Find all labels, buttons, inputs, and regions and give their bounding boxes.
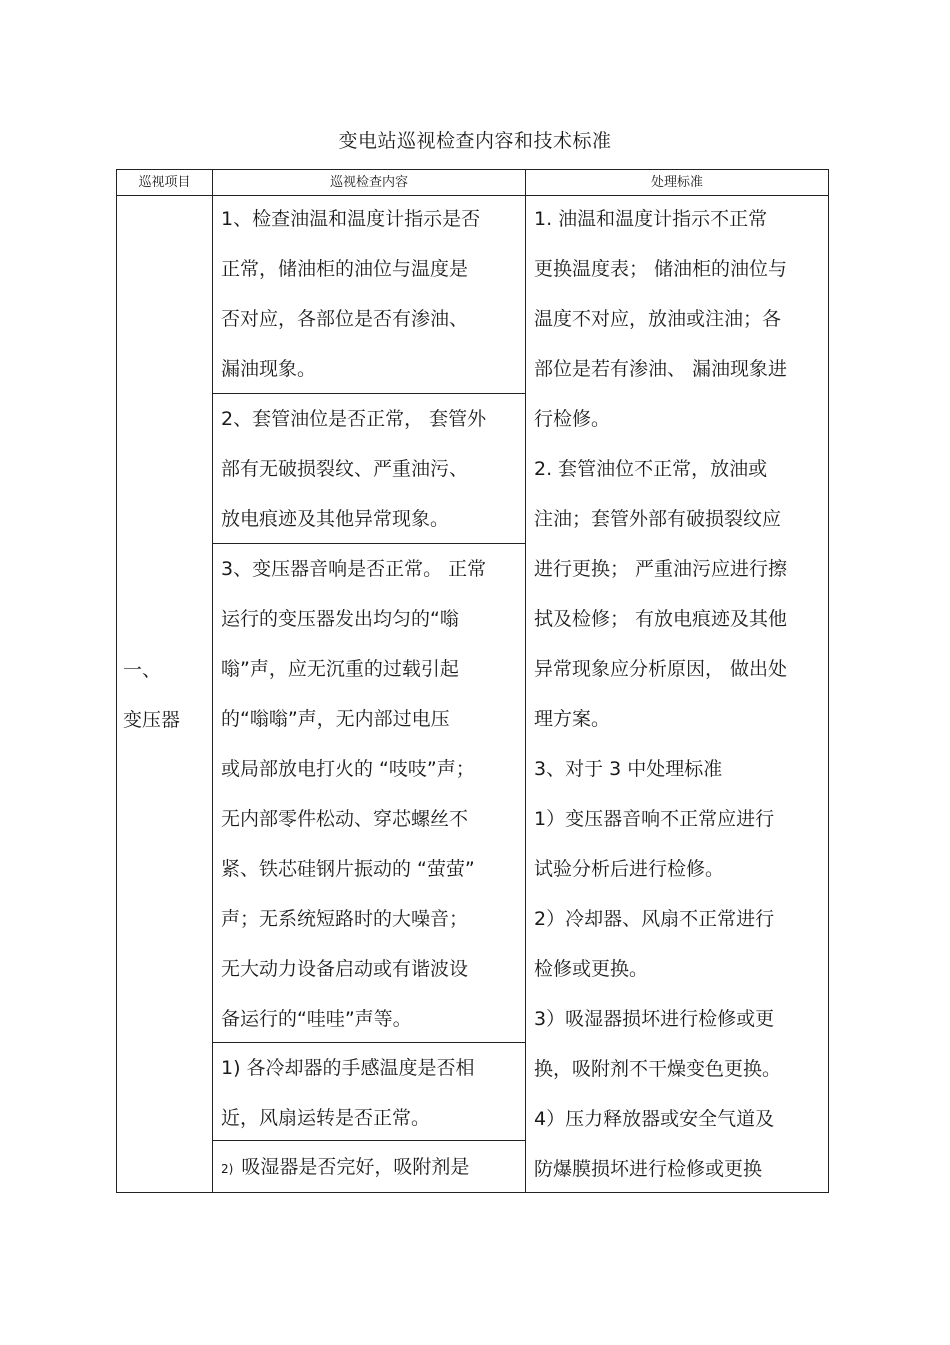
column-divider-2	[525, 169, 526, 1193]
standard-line: 行检修。	[534, 408, 611, 430]
table-border-left	[116, 169, 117, 1193]
standard-line: 进行更换； 严重油污应进行擦	[534, 558, 788, 580]
content-line: 否对应，各部位是否有渗油、	[221, 308, 469, 330]
standard-line: 温度不对应，放油或注油；各	[534, 308, 782, 330]
standard-line: 异常现象应分析原因， 做出处	[534, 658, 788, 680]
content-line: 无内部零件松动、穿芯螺丝不	[221, 808, 469, 830]
item-label-line: 变压器	[123, 709, 181, 731]
content-line: 紧、铁芯硅钢片振动的 “萤萤”	[221, 858, 475, 880]
content-line: 部有无破损裂纹、严重油污、	[221, 458, 469, 480]
column-divider-1	[212, 169, 213, 1193]
content-line: 嗡”声，应无沉重的过载引起	[221, 658, 459, 680]
header-handling-standard: 处理标准	[650, 175, 703, 190]
standard-line: 防爆膜损坏进行检修或更换	[534, 1158, 763, 1180]
standard-line: 注油；套管外部有破损裂纹应	[534, 508, 782, 530]
content-line: 或局部放电打火的 “吱吱”声；	[221, 758, 475, 780]
standard-line: 试验分析后进行检修。	[534, 858, 725, 880]
content-line: 3、变压器音响是否正常。 正常	[221, 558, 487, 580]
standard-line: 拭及检修； 有放电痕迹及其他	[534, 608, 788, 630]
content-line: 2、套管油位是否正常， 套管外	[221, 408, 487, 430]
content-cell-bushing	[221, 394, 523, 544]
standard-line: 3）吸湿器损坏进行检修或更	[534, 1008, 775, 1030]
table-border-bottom	[116, 1192, 829, 1193]
content-line: 正常，储油柜的油位与温度是	[221, 258, 469, 280]
content-line	[221, 1142, 523, 1192]
standard-line: 部位是若有渗油、 漏油现象进	[534, 358, 788, 380]
standard-line: 1）变压器音响不正常应进行	[534, 808, 775, 830]
table-border-right	[828, 169, 829, 1193]
standard-cell	[534, 194, 826, 1190]
content-line: 运行的变压器发出均匀的“嗡	[221, 608, 459, 630]
page-title: 变电站巡视检查内容和技术标准	[338, 130, 612, 152]
standard-line: 2）冷却器、风扇不正常进行	[534, 908, 775, 930]
content-line: 放电痕迹及其他异常现象。	[221, 508, 450, 530]
content-cell-cooler	[221, 1043, 523, 1143]
content-line: 备运行的“哇哇”声等。	[221, 1008, 412, 1030]
standard-line: 1. 油温和温度计指示不正常	[534, 208, 768, 230]
standard-line: 更换温度表； 储油柜的油位与	[534, 258, 788, 280]
standard-line: 检修或更换。	[534, 958, 649, 980]
content-line: 声；无系统短路时的大噪音；	[221, 908, 469, 930]
content-line: 漏油现象。	[221, 358, 317, 380]
content-line-text: 吸湿器是否完好，吸附剂是	[241, 1156, 470, 1178]
content-cell-sound	[221, 544, 523, 1044]
standard-line: 换，吸附剂不干燥变色更换。	[534, 1058, 782, 1080]
content-line: 无大动力设备启动或有谐波设	[221, 958, 469, 980]
content-line: 的“嗡嗡”声，无内部过电压	[221, 708, 450, 730]
standard-line: 理方案。	[534, 708, 611, 730]
header-inspection-item: 巡视项目	[138, 175, 191, 190]
standard-line: 4）压力释放器或安全气道及	[534, 1108, 775, 1130]
item-label-line: 一、	[123, 659, 162, 681]
content-line: 1、检查油温和温度计指示是否	[221, 208, 481, 230]
content-cell-oil-temperature	[221, 194, 523, 394]
standard-line: 3、对于 3 中处理标准	[534, 758, 723, 780]
content-line: 近，风扇运转是否正常。	[221, 1107, 431, 1129]
content-cell-breather	[221, 1142, 523, 1192]
standard-line: 2. 套管油位不正常，放油或	[534, 458, 768, 480]
item-label-transformer	[123, 645, 209, 745]
list-marker: 2)	[221, 1162, 234, 1176]
header-inspection-content: 巡视检查内容	[329, 175, 408, 190]
content-line: 1) 各冷却器的手感温度是否相	[221, 1057, 475, 1079]
